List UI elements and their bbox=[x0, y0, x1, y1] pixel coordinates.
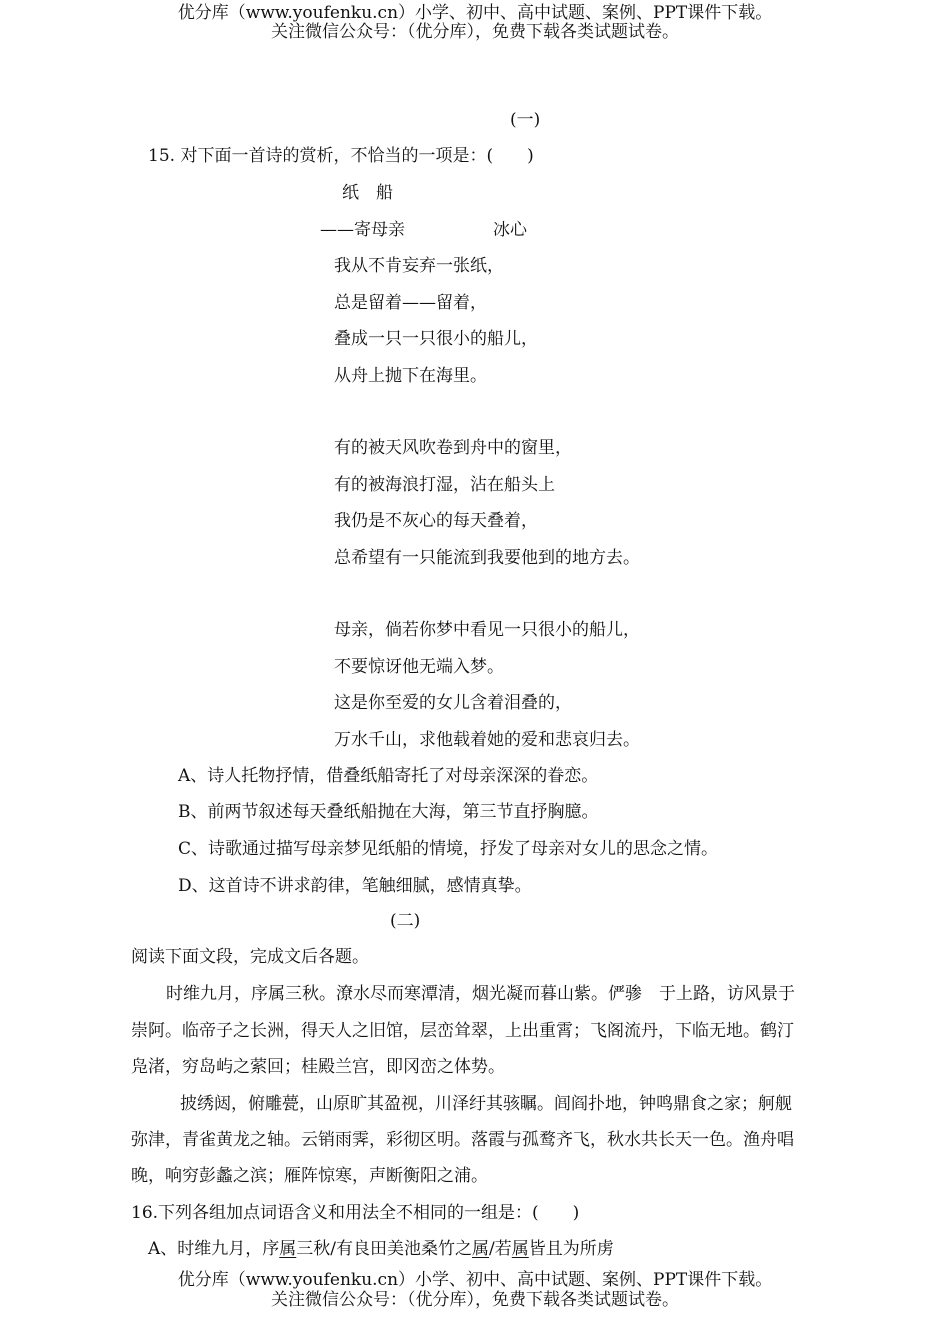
poem-title: 纸 船 bbox=[342, 183, 393, 203]
option-text: A、时维九月，序 bbox=[148, 1239, 280, 1259]
poem-line: 有的被海浪打湿，沾在船头上 bbox=[334, 475, 555, 495]
footer-line-1: 优分库（www.youfenku.cn）小学、初中、高中试题、案例、PPT课件下载。 bbox=[177, 1270, 773, 1290]
dotted-word: 属 bbox=[511, 1239, 529, 1259]
poem-line: 不要惊讶他无端入梦。 bbox=[334, 657, 504, 677]
option-text: /若 bbox=[489, 1239, 512, 1259]
poem-line: 从舟上抛下在海里。 bbox=[334, 366, 487, 386]
question-16: 16.下列各组加点词语含义和用法全不相同的一组是：( ) bbox=[131, 1203, 580, 1223]
section-2-title: (二) bbox=[390, 911, 421, 931]
poem-line: 万水千山，求他载着她的爱和悲哀归去。 bbox=[334, 730, 640, 750]
option-15-b: B、前两节叙述每天叠纸船抛在大海，第三节直抒胸臆。 bbox=[178, 802, 599, 822]
section-1-title: (一) bbox=[510, 110, 541, 130]
passage-line: 时维九月，序属三秋。潦水尽而寒潭清，烟光凝而暮山紫。俨骖 于上路，访风景于 bbox=[166, 984, 795, 1004]
poem-line: 我仍是不灰心的每天叠着， bbox=[334, 511, 538, 531]
poem-line: 母亲，倘若你梦中看见一只很小的船儿， bbox=[334, 620, 640, 640]
passage-line: 凫渚，穷岛屿之萦回；桂殿兰宫，即冈峦之体势。 bbox=[131, 1057, 505, 1077]
poem-line: 有的被天风吹卷到舟中的窗里， bbox=[334, 438, 572, 458]
dotted-word: 属 bbox=[472, 1239, 490, 1259]
question-15: 15. 对下面一首诗的赏析，不恰当的一项是：( ) bbox=[148, 146, 534, 166]
header-line-2: 关注微信公众号：（优分库），免费下载各类试题试卷。 bbox=[271, 22, 679, 42]
option-15-a: A、诗人托物抒情，借叠纸船寄托了对母亲深深的眷恋。 bbox=[178, 766, 599, 786]
option-15-d: D、这首诗不讲求韵律，笔触细腻，感情真挚。 bbox=[178, 876, 532, 896]
poem-line: 我从不肯妄弃一张纸， bbox=[334, 256, 504, 276]
header-line-1: 优分库（www.youfenku.cn）小学、初中、高中试题、案例、PPT课件下载。 bbox=[177, 3, 773, 23]
poem-line: 叠成一只一只很小的船儿， bbox=[334, 329, 538, 349]
poem-line: 这是你至爱的女儿含着泪叠的， bbox=[334, 693, 572, 713]
poem-dedication: ——寄母亲 bbox=[320, 220, 405, 240]
dotted-word: 属 bbox=[279, 1239, 297, 1259]
passage-line: 披绣闼，俯雕甍，山原旷其盈视，川泽纡其骇瞩。闾阎扑地，钟鸣鼎食之家；舸舰 bbox=[180, 1094, 792, 1114]
passage-line: 崇阿。临帝子之长洲，得天人之旧馆，层峦耸翠，上出重霄；飞阁流丹，下临无地。鹤汀 bbox=[131, 1021, 794, 1041]
option-16-a bbox=[148, 1239, 614, 1259]
footer-line-2: 关注微信公众号：（优分库），免费下载各类试题试卷。 bbox=[271, 1290, 679, 1310]
poem-line: 总是留着——留着， bbox=[334, 293, 487, 313]
option-text: 皆且为所虏 bbox=[528, 1239, 614, 1259]
poem-line: 总希望有一只能流到我要他到的地方去。 bbox=[334, 548, 640, 568]
option-text: 三秋/有良田美池桑竹之 bbox=[296, 1239, 473, 1259]
passage-line: 弥津，青雀黄龙之轴。云销雨霁，彩彻区明。落霞与孤鹜齐飞，秋水共长天一色。渔舟唱 bbox=[131, 1130, 794, 1150]
reading-intro: 阅读下面文段，完成文后各题。 bbox=[131, 947, 369, 967]
option-15-c: C、诗歌通过描写母亲梦见纸船的情境，抒发了母亲对女儿的思念之情。 bbox=[178, 839, 719, 859]
passage-line: 晚，响穷彭蠡之滨；雁阵惊寒，声断衡阳之浦。 bbox=[131, 1166, 488, 1186]
poem-author: 冰心 bbox=[493, 220, 527, 240]
